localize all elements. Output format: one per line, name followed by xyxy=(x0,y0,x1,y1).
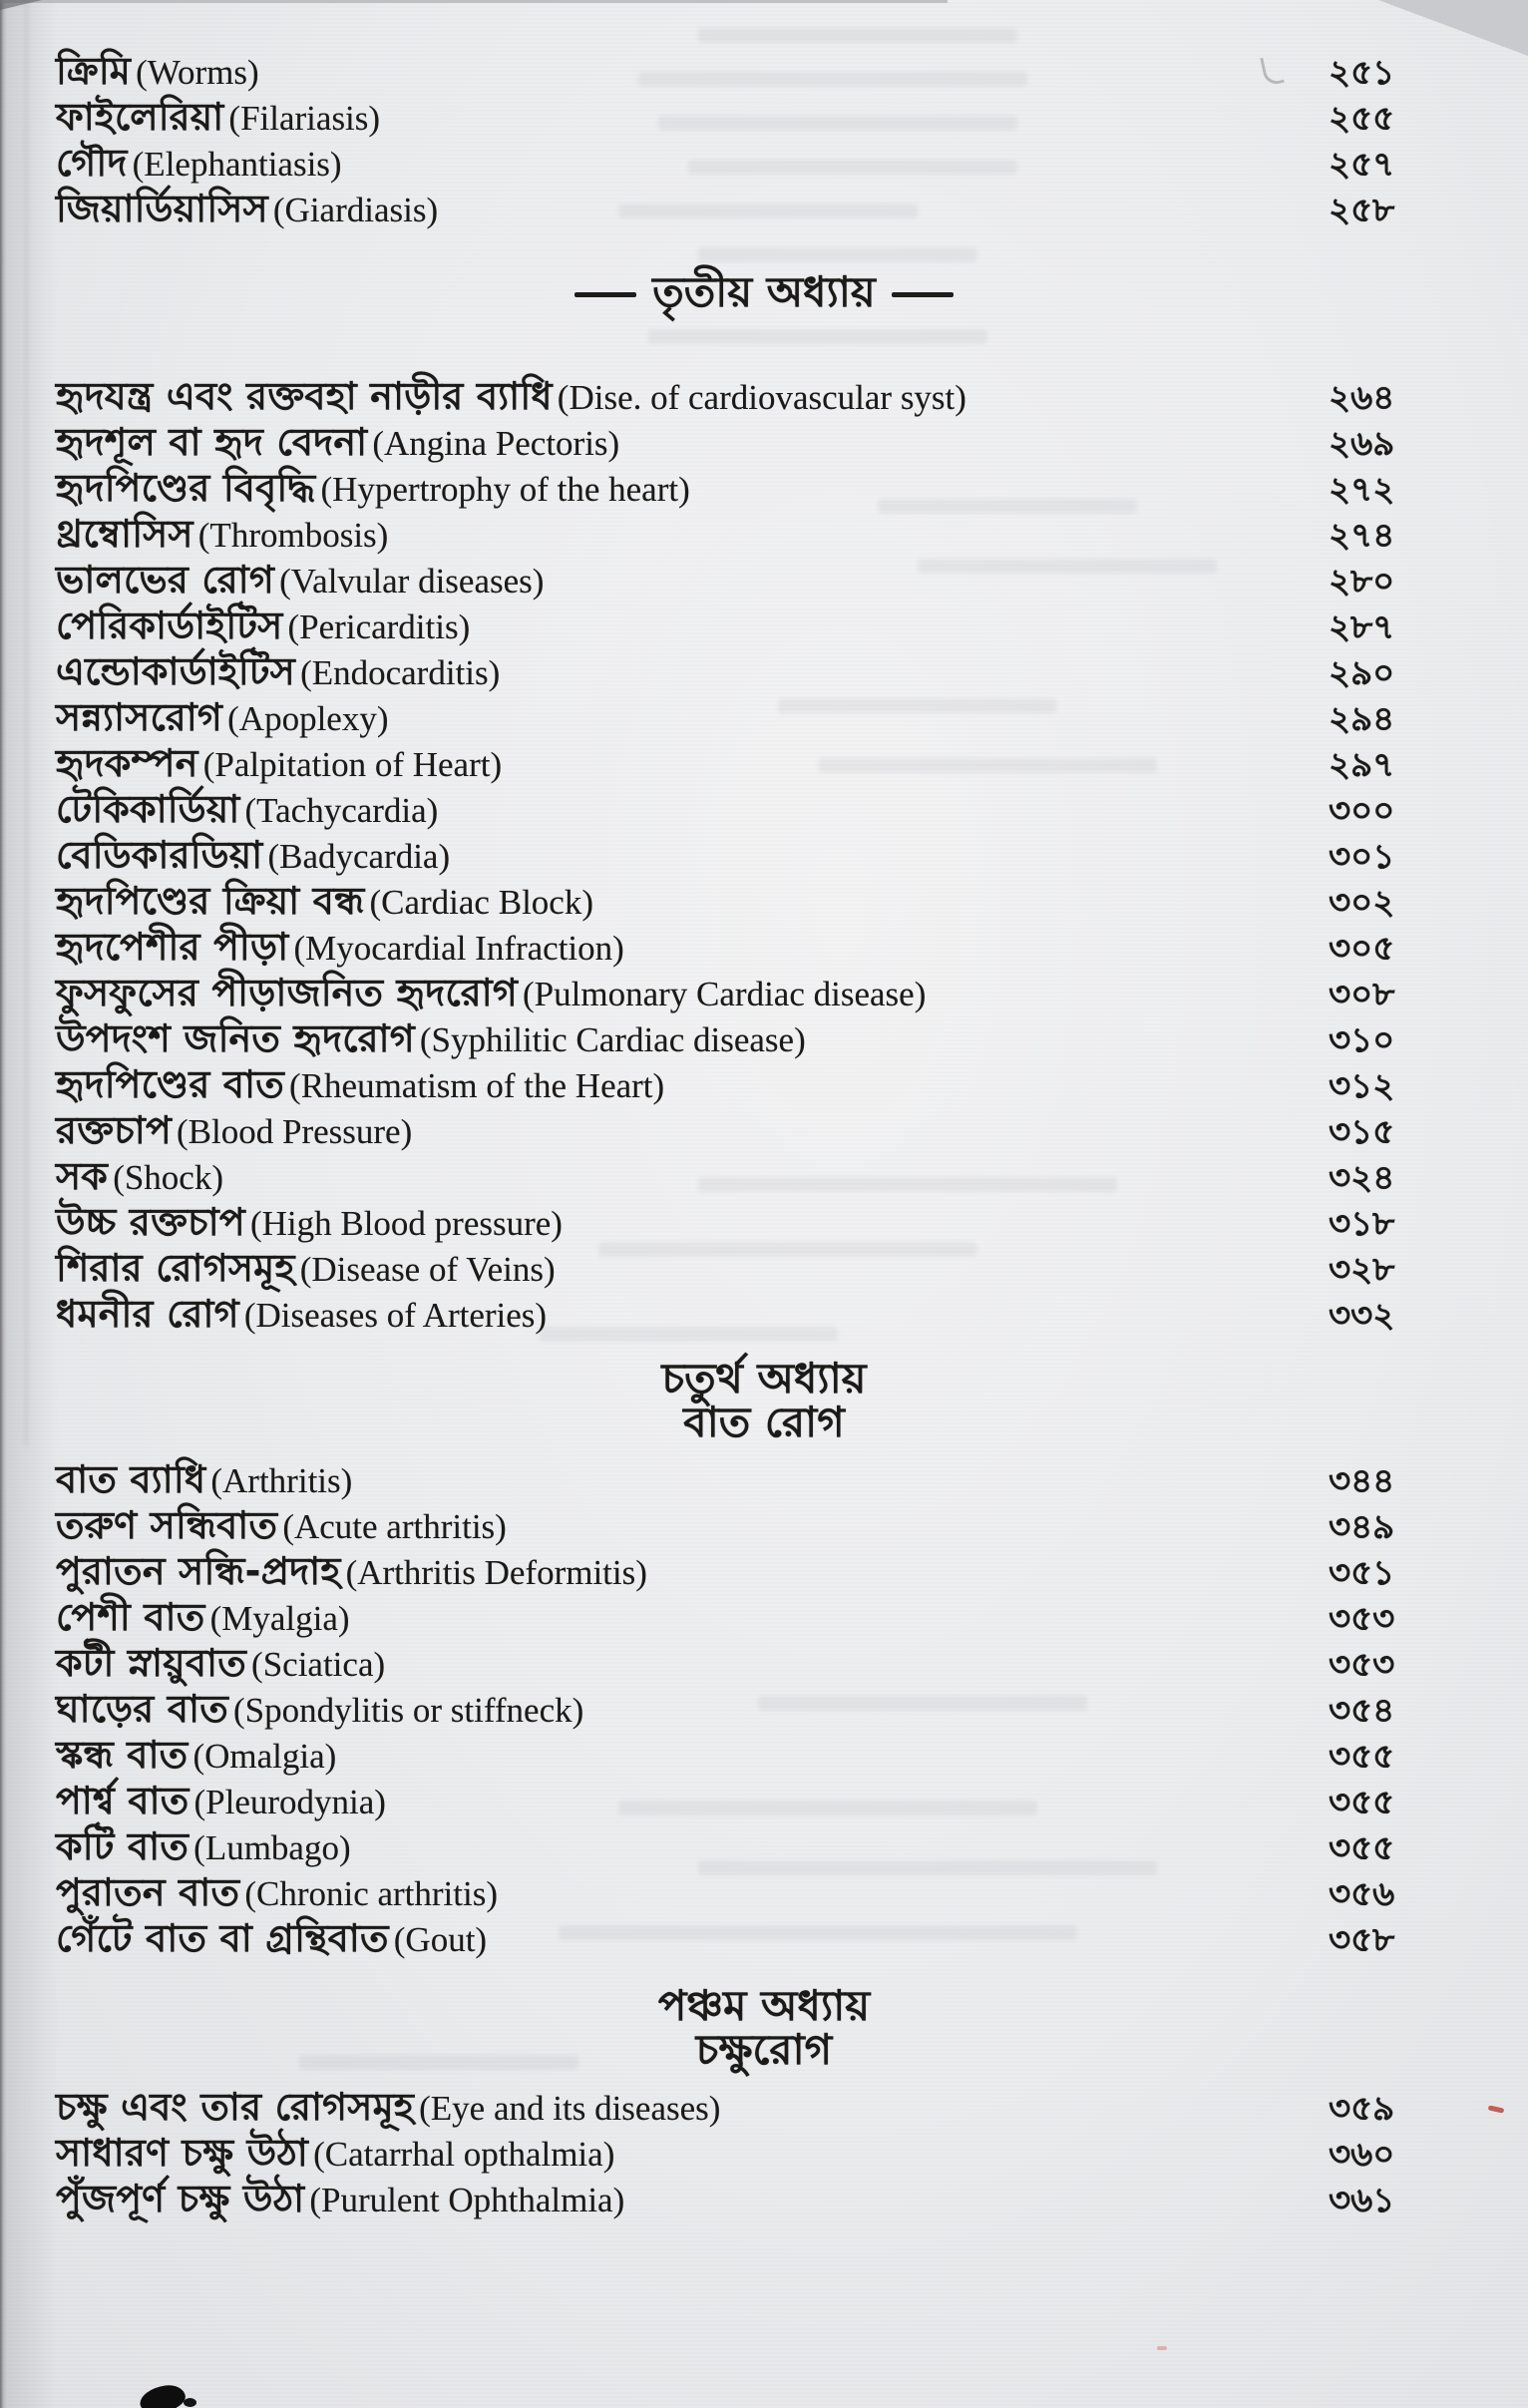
entry-page-number: ৩৬০ xyxy=(1329,2135,1395,2175)
toc-row xyxy=(0,180,1528,230)
entry-page-number: ২৭২ xyxy=(1329,470,1395,510)
entry-english-name: (Filariasis) xyxy=(228,99,381,138)
entry-bengali-name: হৃদপিণ্ডের বাত xyxy=(56,1062,284,1106)
toc-row xyxy=(0,134,1528,185)
entry-bengali-name: শিরার রোগসমূহ xyxy=(56,1246,295,1290)
entry-page-number: ৩২৮ xyxy=(1329,1250,1395,1290)
entry-english-name: (Catarrhal opthalmia) xyxy=(313,2135,615,2174)
entry-english-name: (Arthritis Deformitis) xyxy=(345,1553,647,1592)
entry-page-number: ৩১০ xyxy=(1329,1020,1395,1060)
entry-bengali-name: তরুণ সন্ধিবাত xyxy=(56,1503,278,1547)
entry-page-number: ৩৫৬ xyxy=(1329,1874,1395,1914)
entry-page-number: ২৫৫ xyxy=(1329,99,1395,139)
entry-page-number: ৩৫১ xyxy=(1329,1553,1395,1593)
entry-page-number: ৩৫৫ xyxy=(1329,1783,1395,1822)
entry-english-name: (Sciatica) xyxy=(251,1645,386,1684)
toc-row xyxy=(0,1285,1528,1336)
entry-bengali-name: বাত ব্যাধি xyxy=(56,1457,206,1501)
toc-row xyxy=(0,551,1528,602)
entry-english-name: (Acute arthritis) xyxy=(282,1507,507,1546)
entry-page-number: ৩৫৪ xyxy=(1329,1691,1395,1731)
entry-bengali-name: কটী স্নায়ুবাত xyxy=(56,1641,246,1685)
entry-english-name: (Rheumatism of the Heart) xyxy=(289,1066,665,1105)
entry-bengali-name: পুরাতন সন্ধি-প্রদাহ xyxy=(56,1549,341,1593)
entry-page-number: ৩০২ xyxy=(1329,883,1395,923)
chapter-3-heading xyxy=(0,266,1528,317)
entry-page-number: ২৬৯ xyxy=(1329,424,1395,464)
toc-row xyxy=(0,964,1528,1014)
toc-row xyxy=(0,1634,1528,1685)
toc-row xyxy=(0,918,1528,969)
entry-page-number: ৩৫৫ xyxy=(1329,1828,1395,1868)
entry-page-number: ২৯৪ xyxy=(1329,699,1395,739)
entry-page-number: ২৯০ xyxy=(1329,653,1395,693)
entry-bengali-name: হৃদকম্পন xyxy=(56,741,198,785)
entry-english-name: (Apoplexy) xyxy=(227,699,389,738)
toc-row xyxy=(0,1772,1528,1822)
entry-page-number: ৩০১ xyxy=(1329,837,1395,877)
entry-bengali-name: হৃদপিণ্ডের ক্রিয়া বন্ধ xyxy=(56,879,365,923)
entry-english-name: (Omalgia) xyxy=(192,1737,337,1776)
entry-bengali-name: ধমনীর রোগ xyxy=(56,1292,239,1336)
entry-english-name: (Myocardial Infraction) xyxy=(293,929,624,968)
entry-english-name: (Syphilitic Cardiac disease) xyxy=(419,1020,806,1059)
entry-bengali-name: উচ্চ রক্তচাপ xyxy=(56,1200,245,1244)
chapter-5-subheading-label: চক্ষুরোগ xyxy=(695,2024,833,2074)
entry-page-number: ৩১৫ xyxy=(1329,1112,1395,1152)
toc-row xyxy=(0,872,1528,923)
toc-section-continuation xyxy=(0,42,1528,230)
entry-english-name: (Palpitation of Heart) xyxy=(202,745,503,784)
entry-page-number: ৩৪৪ xyxy=(1329,1461,1395,1501)
entry-page-number: ২৭৪ xyxy=(1329,516,1395,556)
toc-row xyxy=(0,1193,1528,1244)
entry-bengali-name: চক্ষু এবং তার রোগসমূহ xyxy=(56,2085,415,2129)
toc-row xyxy=(0,1817,1528,1868)
entry-bengali-name: এন্ডোকার্ডাইটিস xyxy=(56,649,295,693)
entry-english-name: (Cardiac Block) xyxy=(369,883,593,922)
chapter-4-heading-label: চতুর্থ অধ্যায় xyxy=(661,1353,867,1403)
chapter-5-heading-label: পঞ্চম অধ্যায় xyxy=(657,1980,871,2030)
entry-english-name: (Purulent Ophthalmia) xyxy=(309,2181,625,2219)
toc-row xyxy=(0,459,1528,510)
entry-page-number: ৩৬১ xyxy=(1329,2181,1395,2220)
toc-row xyxy=(0,597,1528,647)
entry-bengali-name: পার্শ্ব বাত xyxy=(56,1779,190,1822)
entry-page-number: ৩৫৮ xyxy=(1329,1920,1395,1960)
entry-english-name: (Pericarditis) xyxy=(287,607,471,646)
toc-row xyxy=(0,826,1528,877)
entry-page-number: ৩১৮ xyxy=(1329,1204,1395,1244)
entry-page-number: ৩৫৩ xyxy=(1329,1599,1395,1639)
entry-english-name: (Thrombosis) xyxy=(197,516,389,555)
toc-section-chapter-3 xyxy=(0,367,1528,1336)
entry-bengali-name: উপদংশ জনিত হৃদরোগ xyxy=(56,1016,415,1060)
toc-row xyxy=(0,88,1528,139)
entry-bengali-name: স্কন্ধ বাত xyxy=(56,1733,189,1777)
entry-page-number: ২৬৪ xyxy=(1329,378,1395,418)
entry-bengali-name: হৃদপেশীর পীড়া xyxy=(56,925,289,969)
entry-page-number: ২৮৭ xyxy=(1329,607,1395,647)
entry-bengali-name: জিয়ার্ডিয়াসিস xyxy=(56,187,268,230)
entry-page-number: ৩০০ xyxy=(1329,791,1395,831)
toc-row xyxy=(0,1726,1528,1777)
entry-bengali-name: ভালভের রোগ xyxy=(56,558,275,602)
entry-english-name: (Pulmonary Cardiac disease) xyxy=(523,975,927,1013)
entry-english-name: (Worms) xyxy=(136,53,259,92)
toc-row xyxy=(0,734,1528,785)
entry-english-name: (Tachycardia) xyxy=(244,791,439,830)
chapter-3-heading-label: তৃতীয় অধ্যায় xyxy=(652,266,876,316)
entry-bengali-name: বেডিকারডিয়া xyxy=(56,833,263,877)
entry-bengali-name: পুঁজপূর্ণ চক্ষু উঠা xyxy=(56,2177,305,2220)
chapter-4-subheading xyxy=(0,1397,1528,1446)
entry-english-name: (Arthritis) xyxy=(210,1461,353,1500)
entry-bengali-name: রক্তচাপ xyxy=(56,1108,172,1152)
entry-bengali-name: পুরাতন বাত xyxy=(56,1870,240,1914)
entry-english-name: (Diseases of Arteries) xyxy=(243,1296,548,1335)
entry-bengali-name: পেরিকার্ডাইটিস xyxy=(56,603,283,647)
entry-english-name: (Elephantiasis) xyxy=(132,145,342,184)
entry-page-number: ৩৫৯ xyxy=(1329,2089,1395,2129)
toc-row xyxy=(0,1239,1528,1290)
toc-row xyxy=(0,642,1528,693)
entry-bengali-name: সক xyxy=(56,1154,109,1198)
entry-bengali-name: হৃদশূল বা হৃদ বেদনা xyxy=(56,420,368,464)
entry-page-number: ২৫১ xyxy=(1329,53,1395,93)
toc-row xyxy=(0,1863,1528,1914)
entry-bengali-name: ক্রিমি xyxy=(56,49,132,93)
entry-page-number: ৩১২ xyxy=(1329,1066,1395,1106)
entry-page-number: ৩৫৩ xyxy=(1329,1645,1395,1685)
entry-english-name: (Hypertrophy of the heart) xyxy=(320,470,690,509)
entry-english-name: (Dise. of cardiovascular syst) xyxy=(557,378,966,417)
entry-bengali-name: পেশী বাত xyxy=(56,1595,205,1639)
chapter-5-subheading xyxy=(0,2024,1528,2074)
entry-english-name: (Spondylitis or stiffneck) xyxy=(233,1691,584,1730)
entry-english-name: (Disease of Veins) xyxy=(299,1250,556,1289)
entry-bengali-name: ঘাড়ের বাত xyxy=(56,1687,228,1731)
entry-bengali-name: সন্ন্যাসরোগ xyxy=(56,695,223,739)
entry-page-number: ৩৫৫ xyxy=(1329,1737,1395,1777)
entry-english-name: (Myalgia) xyxy=(209,1599,350,1638)
entry-english-name: (Giardiasis) xyxy=(272,191,439,229)
toc-row xyxy=(0,2078,1528,2129)
toc-row xyxy=(0,413,1528,464)
entry-page-number: ২৫৭ xyxy=(1329,145,1395,185)
entry-bengali-name: টেকিকার্ডিয়া xyxy=(56,787,240,831)
entry-bengali-name: থ্রম্বোসিস xyxy=(56,512,193,556)
entry-bengali-name: ফাইলেরিয়া xyxy=(56,95,224,139)
toc-row xyxy=(0,780,1528,831)
entry-english-name: (Endocarditis) xyxy=(300,653,501,692)
entry-bengali-name: গেঁটে বাত বা গ্রন্থিবাত xyxy=(56,1916,389,1960)
toc-row xyxy=(0,1680,1528,1731)
heading-dash xyxy=(892,292,954,297)
entry-page-number: ৩৪৯ xyxy=(1329,1507,1395,1547)
toc-row xyxy=(0,367,1528,418)
entry-page-number: ৩৩২ xyxy=(1329,1296,1395,1336)
toc-row xyxy=(0,505,1528,556)
entry-english-name: (Lumbago) xyxy=(193,1828,351,1867)
toc-row xyxy=(0,688,1528,739)
toc-row xyxy=(0,1101,1528,1152)
toc-row xyxy=(0,42,1528,93)
toc-row xyxy=(0,1450,1528,1501)
entry-english-name: (High Blood pressure) xyxy=(249,1204,563,1243)
entry-bengali-name: হৃদপিণ্ডের বিবৃদ্ধি xyxy=(56,466,316,510)
entry-page-number: ২৮০ xyxy=(1329,562,1395,602)
entry-english-name: (Valvular diseases) xyxy=(279,562,545,601)
toc-entry-title xyxy=(56,180,1329,243)
toc-row xyxy=(0,1588,1528,1639)
toc-entry-title xyxy=(56,1285,1329,1349)
entry-english-name: (Shock) xyxy=(113,1158,223,1197)
entry-english-name: (Pleurodynia) xyxy=(193,1783,386,1821)
entry-bengali-name: কটি বাত xyxy=(56,1824,190,1868)
entry-english-name: (Gout) xyxy=(393,1920,488,1959)
toc-row xyxy=(0,1496,1528,1547)
entry-bengali-name: সাধারণ চক্ষু উঠা xyxy=(56,2131,309,2175)
entry-bengali-name: ফুসফুসের পীড়াজনিত হৃদরোগ xyxy=(56,971,518,1014)
entry-page-number: ২৫৮ xyxy=(1329,191,1395,230)
toc-row xyxy=(0,2170,1528,2220)
entry-english-name: (Eye and its diseases) xyxy=(419,2089,721,2128)
entry-page-number: ৩০৫ xyxy=(1329,929,1395,969)
toc-entry-title xyxy=(56,1909,1329,1973)
toc-row xyxy=(0,1055,1528,1106)
toc-row xyxy=(0,1147,1528,1198)
entry-bengali-name: গৌদ xyxy=(56,141,128,185)
toc-row xyxy=(0,1909,1528,1960)
entry-english-name: (Blood Pressure) xyxy=(177,1112,413,1151)
entry-page-number: ৩২৪ xyxy=(1329,1158,1395,1198)
chapter-4-subheading-label: বাত রোগ xyxy=(683,1397,845,1446)
entry-english-name: (Chronic arthritis) xyxy=(244,1874,499,1913)
entry-english-name: (Angina Pectoris) xyxy=(372,424,620,463)
toc-entry-title xyxy=(56,2170,1329,2233)
entry-english-name: (Badycardia) xyxy=(267,837,451,876)
entry-page-number: ৩০৮ xyxy=(1329,975,1395,1014)
heading-dash xyxy=(574,292,636,297)
entry-bengali-name: হৃদযন্ত্র এবং রক্তবহা নাড়ীর ব্যাধি xyxy=(56,374,553,418)
toc-section-chapter-4 xyxy=(0,1450,1528,1960)
toc-section-chapter-5 xyxy=(0,2078,1528,2220)
toc-row xyxy=(0,2124,1528,2175)
toc-row xyxy=(0,1009,1528,1060)
toc-row xyxy=(0,1542,1528,1593)
entry-page-number: ২৯৭ xyxy=(1329,745,1395,785)
